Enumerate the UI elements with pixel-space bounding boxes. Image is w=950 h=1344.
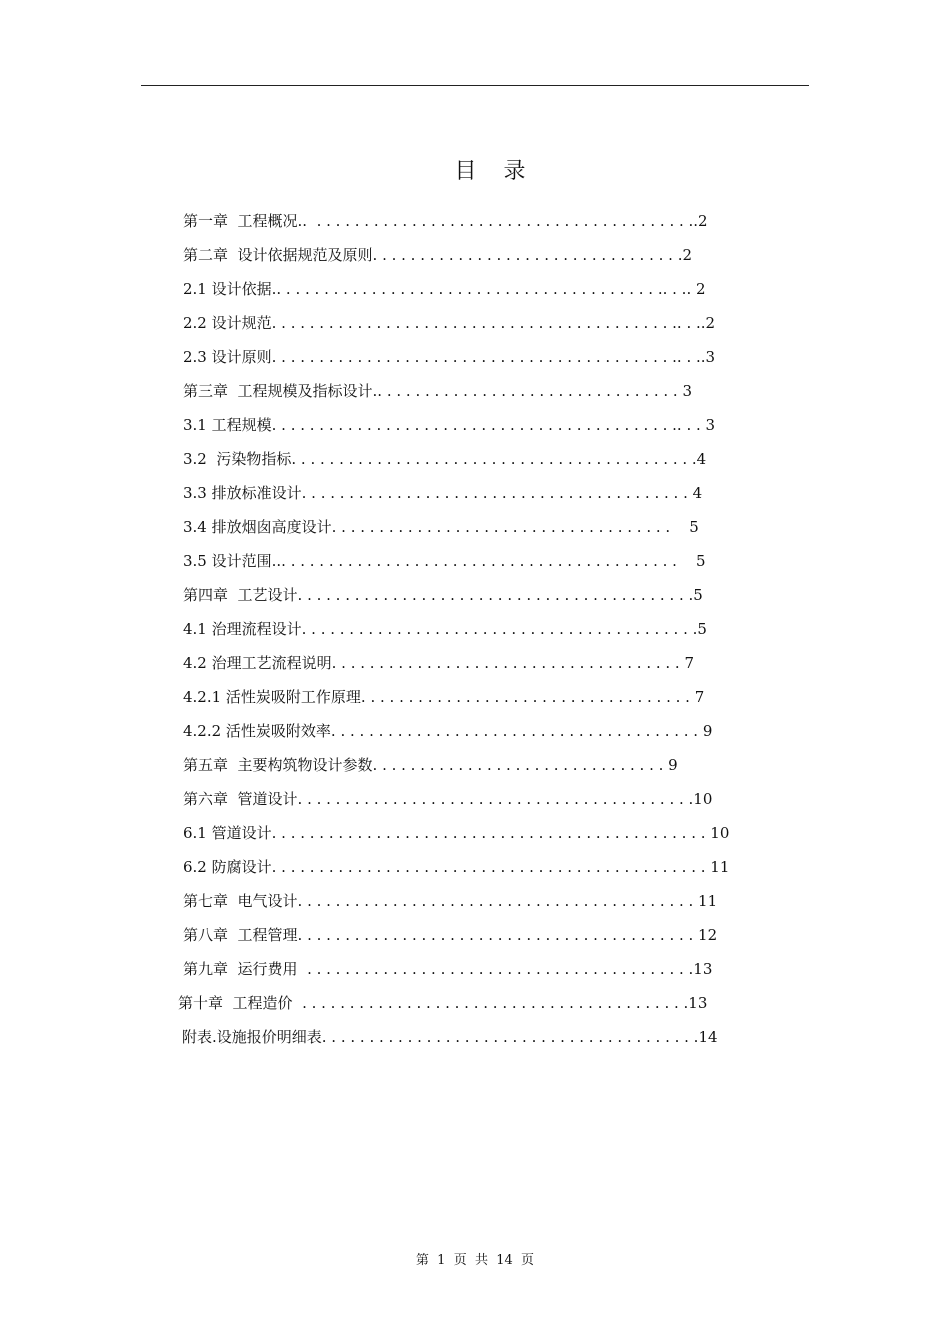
toc-item[interactable] xyxy=(0,850,950,884)
toc-item-text: 6.2 防腐设计. . . . . . . . . . . . . . . . . . . . . . . . . . . . . . . . . . . . . . . . . . . . . . 11 xyxy=(183,858,730,876)
toc-item-text: 第六章 管道设计. . . . . . . . . . . . . . . . . . . . . . . . . . . . . . . . . . . . . . . . . .10 xyxy=(183,790,713,808)
toc-item[interactable] xyxy=(0,1020,950,1054)
toc-item-text: 3.2 污染物指标. . . . . . . . . . . . . . . . . . . . . . . . . . . . . . . . . . . . . . . . . . .4 xyxy=(183,450,707,468)
toc-item[interactable] xyxy=(0,442,950,476)
toc-item-text: 4.2.2 活性炭吸附效率. . . . . . . . . . . . . . . . . . . . . . . . . . . . . . . . . . . . . . . 9 xyxy=(183,722,713,740)
toc-item[interactable] xyxy=(0,578,950,612)
toc-item[interactable] xyxy=(0,204,950,238)
toc-item[interactable] xyxy=(0,714,950,748)
toc-item-text: 6.1 管道设计. . . . . . . . . . . . . . . . . . . . . . . . . . . . . . . . . . . . . . . . . . . . . . 10 xyxy=(183,824,730,842)
toc-item[interactable] xyxy=(0,238,950,272)
toc-item[interactable] xyxy=(0,340,950,374)
toc-item-text: 4.1 治理流程设计. . . . . . . . . . . . . . . . . . . . . . . . . . . . . . . . . . . . . . . . . .5 xyxy=(183,620,707,638)
table-of-contents xyxy=(0,204,950,1054)
toc-item[interactable] xyxy=(0,816,950,850)
toc-item[interactable] xyxy=(0,646,950,680)
page-title: 目 录 xyxy=(454,159,536,184)
toc-item[interactable] xyxy=(0,476,950,510)
toc-item-text: 3.1 工程规模. . . . . . . . . . . . . . . . . . . . . . . . . . . . . . . . . . . . . . . . . . .. . . 3 xyxy=(183,416,716,434)
toc-item-text: 2.2 设计规范. . . . . . . . . . . . . . . . . . . . . . . . . . . . . . . . . . . . . . . . . . .. . ..2 xyxy=(183,314,716,332)
toc-item[interactable] xyxy=(0,952,950,986)
toc-item-text: 4.2 治理工艺流程说明. . . . . . . . . . . . . . . . . . . . . . . . . . . . . . . . . . . . . 7 xyxy=(183,654,695,672)
toc-item[interactable] xyxy=(0,374,950,408)
toc-item[interactable] xyxy=(0,918,950,952)
toc-item-text: 第八章 工程管理. . . . . . . . . . . . . . . . . . . . . . . . . . . . . . . . . . . . . . . . . . 12 xyxy=(183,926,718,944)
toc-item-text: 第五章 主要构筑物设计参数. . . . . . . . . . . . . . . . . . . . . . . . . . . . . . . 9 xyxy=(183,756,678,774)
toc-item-text: 2.1 设计依据.. . . . . . . . . . . . . . . . . . . . . . . . . . . . . . . . . . . . . . . . .. . .. 2 xyxy=(183,280,706,298)
toc-item[interactable] xyxy=(0,748,950,782)
header-rule xyxy=(141,85,809,86)
toc-item-text: 4.2.1 活性炭吸附工作原理. . . . . . . . . . . . . . . . . . . . . . . . . . . . . . . . . . . 7 xyxy=(183,688,705,706)
toc-item-text: 第三章 工程规模及指标设计.. . . . . . . . . . . . . . . . . . . . . . . . . . . . . . . . 3 xyxy=(183,382,693,400)
toc-item-text: 第十章 工程造价 . . . . . . . . . . . . . . . . . . . . . . . . . . . . . . . . . . . . . . . . .13 xyxy=(178,994,708,1012)
toc-item-text: 第一章 工程概况.. . . . . . . . . . . . . . . . . . . . . . . . . . . . . . . . . . . . . . . . ..2 xyxy=(183,212,708,230)
toc-item-text: 第四章 工艺设计. . . . . . . . . . . . . . . . . . . . . . . . . . . . . . . . . . . . . . . . . .5 xyxy=(183,586,703,604)
toc-item-text: 3.4 排放烟囱高度设计. . . . . . . . . . . . . . . . . . . . . . . . . . . . . . . . . . . . 5 xyxy=(183,518,699,536)
toc-item[interactable] xyxy=(0,272,950,306)
toc-item[interactable] xyxy=(0,782,950,816)
toc-item[interactable] xyxy=(0,612,950,646)
toc-item[interactable] xyxy=(0,544,950,578)
toc-item-text: 2.3 设计原则. . . . . . . . . . . . . . . . . . . . . . . . . . . . . . . . . . . . . . . . . . .. . ..3 xyxy=(183,348,716,366)
toc-item[interactable] xyxy=(0,510,950,544)
toc-item-text: 3.3 排放标准设计. . . . . . . . . . . . . . . . . . . . . . . . . . . . . . . . . . . . . . . . . 4 xyxy=(183,484,703,502)
toc-item-text: 第七章 电气设计. . . . . . . . . . . . . . . . . . . . . . . . . . . . . . . . . . . . . . . . . . 11 xyxy=(183,892,718,910)
toc-item-text: 附表.设施报价明细表. . . . . . . . . . . . . . . . . . . . . . . . . . . . . . . . . . . . . . . .14 xyxy=(182,1028,718,1046)
toc-item-text: 第二章 设计依据规范及原则. . . . . . . . . . . . . . . . . . . . . . . . . . . . . . . . .2 xyxy=(183,246,693,264)
toc-item[interactable] xyxy=(0,884,950,918)
toc-item[interactable] xyxy=(0,306,950,340)
toc-item-text: 3.5 设计范围... . . . . . . . . . . . . . . . . . . . . . . . . . . . . . . . . . . . . . . . . . 5 xyxy=(183,552,706,570)
toc-item[interactable] xyxy=(0,408,950,442)
page-number-footer: 第 1 页 共 14 页 xyxy=(415,1253,535,1268)
toc-item[interactable] xyxy=(0,680,950,714)
toc-item[interactable] xyxy=(0,986,950,1020)
toc-item-text: 第九章 运行费用 . . . . . . . . . . . . . . . . . . . . . . . . . . . . . . . . . . . . . . . . .13 xyxy=(183,960,713,978)
